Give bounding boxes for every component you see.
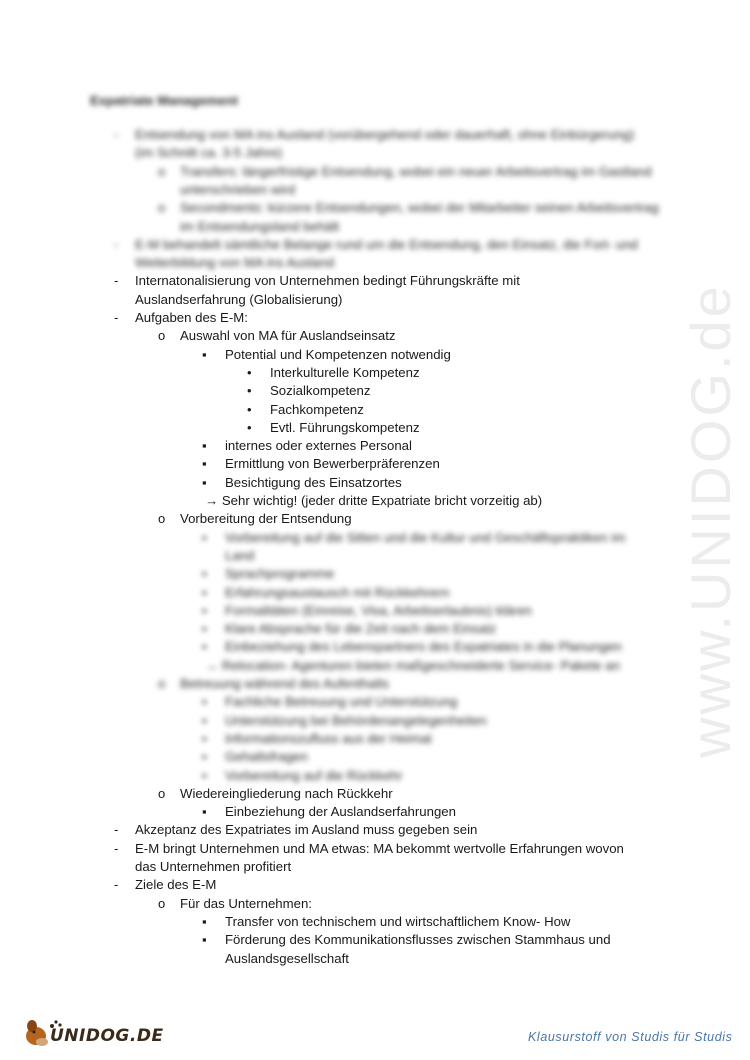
- document-line: Für das Unternehmen:: [180, 896, 312, 911]
- document-line: Potential und Kompetenzen notwendig: [225, 347, 451, 362]
- bullet-marker: o: [158, 164, 166, 179]
- bullet-marker: •: [247, 365, 252, 380]
- bullet-marker: ▪: [202, 585, 207, 600]
- document-line: Transfers: längerfristige Entsendung, wobei ein neuer Arbeitsvertrag im Gastland: [180, 164, 652, 179]
- bullet-marker: ▪: [202, 932, 207, 947]
- bullet-marker: -: [114, 273, 119, 288]
- bullet-marker: -: [114, 841, 119, 856]
- document-line: Erfahrungsaustausch mit Rückkehrern: [225, 585, 450, 600]
- document-line: → Relocation- Agenturen bieten maßgeschneiderte Service- Pakete an: [205, 658, 620, 673]
- bullet-marker: ▪: [202, 694, 207, 709]
- document-line: Besichtigung des Einsatzortes: [225, 475, 402, 490]
- bullet-marker: ▪: [202, 456, 207, 471]
- document-line: Akzeptanz des Expatriates im Ausland muss gegeben sein: [135, 822, 478, 837]
- document-line: Secondments: kürzere Entsendungen, wobei der Mitarbeiter seinen Arbeitsvertrag: [180, 200, 659, 215]
- document-line: Interkulturelle Kompetenz: [270, 365, 420, 380]
- bullet-marker: ▪: [202, 731, 207, 746]
- document-line: Ermittlung von Bewerberpräferenzen: [225, 456, 440, 471]
- document-line: Gehaltsfragen: [225, 749, 308, 764]
- document-line: Ziele des E-M: [135, 877, 217, 892]
- document-line: Sprachprogramme: [225, 566, 335, 581]
- bullet-marker: •: [247, 402, 252, 417]
- bullet-marker: -: [114, 237, 119, 252]
- bullet-marker: ▪: [202, 566, 207, 581]
- bullet-marker: o: [158, 200, 166, 215]
- document-line: Vorbereitung auf die Sitten und die Kultur und Geschäftspraktiken im: [225, 530, 626, 545]
- document-line: E-M behandelt sämtliche Belange rund um die Entsendung, den Einsatz, die Fort- und: [135, 237, 638, 252]
- bullet-marker: •: [247, 383, 252, 398]
- document-line: Einbeziehung der Auslandserfahrungen: [225, 804, 456, 819]
- document-line: → Sehr wichtig! (jeder dritte Expatriate bricht vorzeitig ab): [205, 493, 543, 508]
- bullet-marker: ▪: [202, 749, 207, 764]
- document-line: Transfer von technischem und wirtschaftlichem Know- How: [225, 914, 571, 929]
- document-line: Einbeziehung des Lebenspartners des Expatriates in die Planungen: [225, 639, 622, 654]
- document-line: Klare Absprache für die Zeit nach dem Einsatz: [225, 621, 497, 636]
- document-line: im Entsendungsland behält: [180, 219, 340, 234]
- bullet-marker: ▪: [202, 768, 207, 783]
- bullet-marker: ▪: [202, 475, 207, 490]
- document-line: Sozialkompetenz: [270, 383, 371, 398]
- document-line: Entsendung von MA ins Ausland (vorübergehend oder dauerhaft, ohne Einbürgerung): [135, 127, 635, 142]
- bullet-marker: -: [114, 877, 119, 892]
- bullet-marker: ▪: [202, 603, 207, 618]
- bullet-marker: ▪: [202, 914, 207, 929]
- bullet-marker: ▪: [202, 347, 207, 362]
- bullet-marker: ▪: [202, 530, 207, 545]
- bullet-marker: ▪: [202, 621, 207, 636]
- document-line: Auslandserfahrung (Globalisierung): [135, 292, 343, 307]
- document-line: Aufgaben des E-M:: [135, 310, 248, 325]
- document-line: das Unternehmen profitiert: [135, 859, 292, 874]
- bullet-marker: ▪: [202, 438, 207, 453]
- bullet-marker: -: [114, 822, 119, 837]
- watermark-text: www.UNIDOG.de: [678, 282, 742, 758]
- document-line: internes oder externes Personal: [225, 438, 412, 453]
- bullet-marker: ▪: [202, 639, 207, 654]
- document-line: Auswahl von MA für Auslandseinsatz: [180, 328, 396, 343]
- document-line: Betreuung während des Aufenthalts: [180, 676, 389, 691]
- bullet-marker: o: [158, 786, 166, 801]
- document-line: Evtl. Führungskompetenz: [270, 420, 420, 435]
- bullet-marker: •: [247, 420, 252, 435]
- document-line: Unterstützung bei Behördenangelegenheiten: [225, 713, 487, 728]
- document-line: Vorbereitung der Entsendung: [180, 511, 352, 526]
- document-line: (im Schnitt ca. 3-5 Jahre): [135, 145, 283, 160]
- document-line: Land: [225, 548, 255, 563]
- document-line: Weiterbildung von MA ins Ausland: [135, 255, 335, 270]
- document-line: Auslandsgesellschaft: [225, 951, 349, 966]
- watermark: [675, 282, 745, 758]
- footer-tagline: Klausurstoff von Studis für Studis: [528, 1030, 733, 1044]
- bullet-marker: o: [158, 328, 166, 343]
- document-line: Fachliche Betreuung und Unterstützung: [225, 694, 458, 709]
- bullet-marker: o: [158, 676, 166, 691]
- document-line: Wiedereingliederung nach Rückkehr: [180, 786, 393, 801]
- bullet-marker: -: [114, 127, 119, 142]
- document-line: E-M bringt Unternehmen und MA etwas: MA bekommt wertvolle Erfahrungen wovon: [135, 841, 624, 856]
- document-line: Internatonalisierung von Unternehmen bedingt Führungskräfte mit: [135, 273, 520, 288]
- bullet-marker: -: [114, 310, 119, 325]
- logo-text: UNIDOG.DE: [50, 1026, 164, 1046]
- bullet-marker: ▪: [202, 804, 207, 819]
- document-line: Förderung des Kommunikationsflusses zwischen Stammhaus und: [225, 932, 611, 947]
- bullet-marker: ▪: [202, 713, 207, 728]
- document-line: Vorbereitung auf die Rückkehr: [225, 768, 403, 783]
- document-line: Formalitäten (Einreise, Visa, Arbeitserlaubnis) klären: [225, 603, 532, 618]
- bullet-marker: o: [158, 511, 166, 526]
- document-title: Expatriate Management: [90, 93, 239, 108]
- document-line: unterschrieben wird: [180, 182, 296, 197]
- bullet-marker: o: [158, 896, 166, 911]
- document-line: Informationszufluss aus der Heimat: [225, 731, 432, 746]
- document-line: Fachkompetenz: [270, 402, 364, 417]
